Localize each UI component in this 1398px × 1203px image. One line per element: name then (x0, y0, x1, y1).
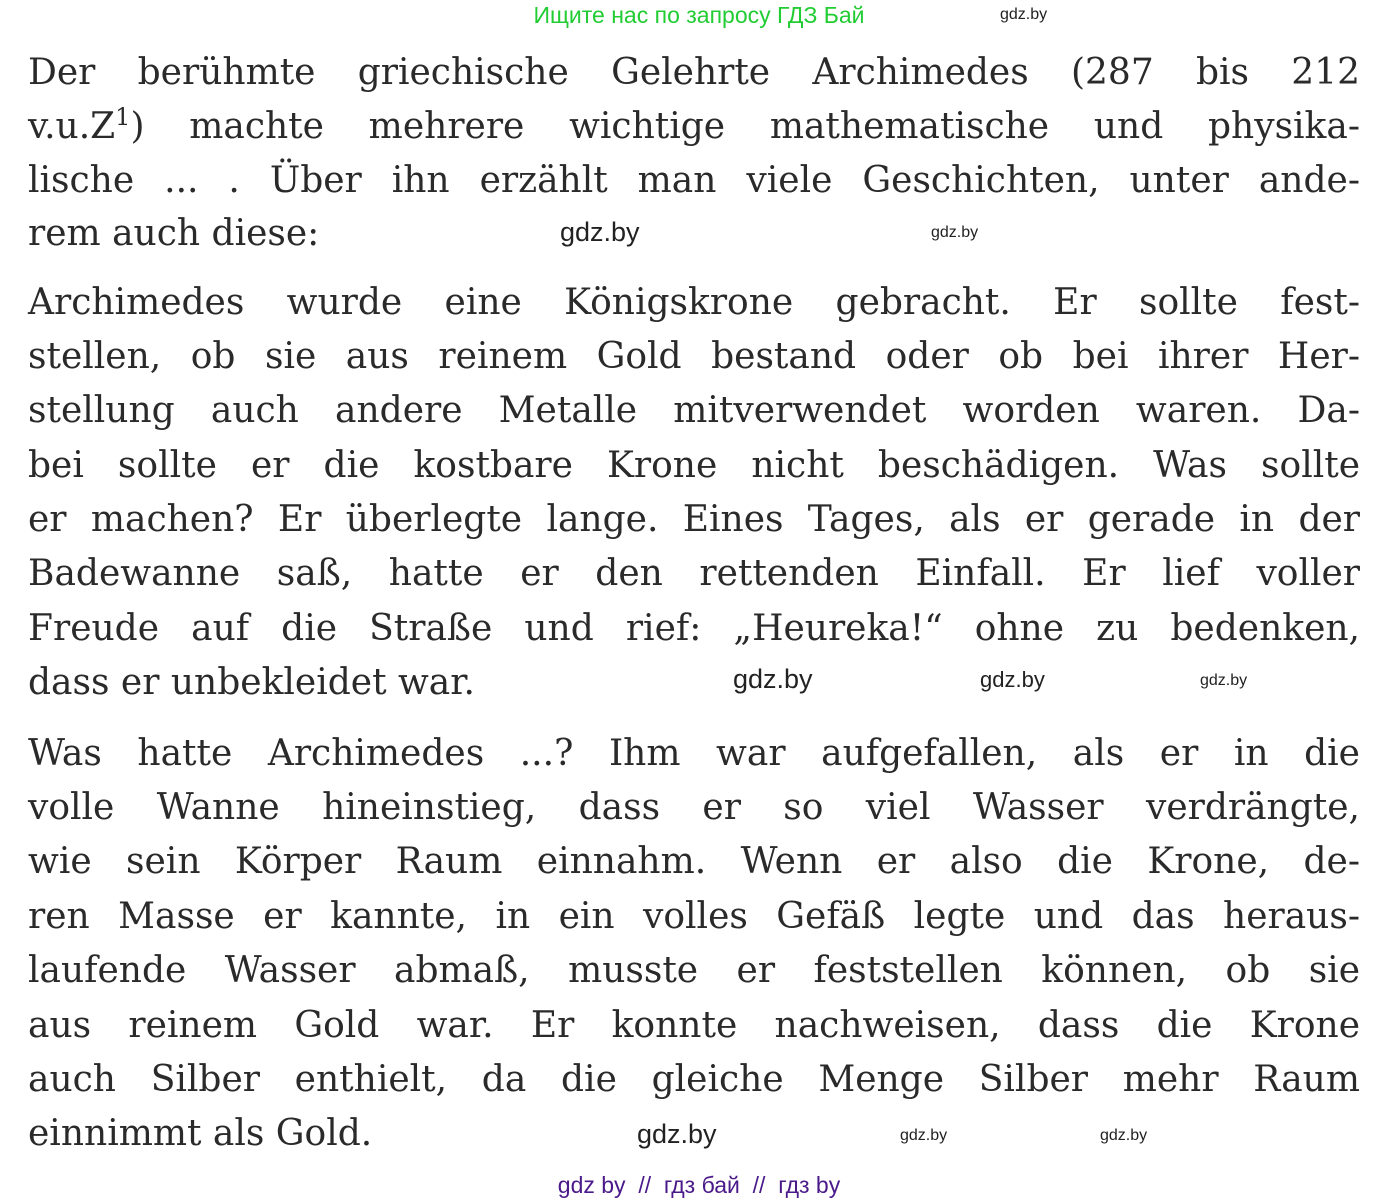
watermark: gdz.by (733, 664, 813, 694)
text-line: einnimmt als Gold. (28, 1113, 373, 1154)
watermark: gdz.by (931, 224, 979, 241)
text-line: $v.u.Z^1$) machte mehrere wichtige mathematische und physika- (28, 103, 1360, 147)
watermark: gdz.by (980, 667, 1045, 692)
text-line: Badewanne saß, hatte er den rettenden Einfall. Er lief voller (28, 553, 1360, 594)
watermark: gdz.by (1100, 1127, 1148, 1144)
watermark: gdz.by (1200, 672, 1248, 689)
text-line: Freude auf die Straße und rief: „Heureka!“ ohne zu bedenken, (28, 608, 1360, 649)
text-line: dass er unbekleidet war. (28, 662, 475, 703)
footer-banner: gdz by // гдз бай // гдз by (557, 1172, 841, 1198)
text-line: volle Wanne hineinstieg, dass er so viel Wasser verdrängte, (28, 787, 1360, 828)
text-line: stellung auch andere Metalle mitverwendet worden waren. Da- (28, 390, 1360, 431)
text-line: stellen, ob sie aus reinem Gold bestand oder ob bei ihrer Her- (28, 336, 1360, 377)
watermark: gdz.by (1000, 6, 1048, 23)
text-line: lische ... . Über ihn erzählt man viele Geschichten, unter ande- (28, 160, 1360, 201)
text-line: wie sein Körper Raum einnahm. Wenn er also die Krone, de- (28, 841, 1360, 882)
text-line: ren Masse er kannte, in ein volles Gefäß legte und das heraus- (28, 896, 1360, 937)
text-line: Archimedes wurde eine Königskrone gebracht. Er sollte fest- (28, 282, 1360, 323)
text-line: aus reinem Gold war. Er konnte nachweisen, dass die Krone (28, 1005, 1360, 1046)
text-line: Was hatte Archimedes ...? Ihm war aufgefallen, als er in die (28, 733, 1360, 774)
header-banner: Ищите нас по запросу ГДЗ Бай (533, 2, 865, 28)
text-line: rem auch diese: (28, 213, 320, 254)
watermark: gdz.by (900, 1127, 948, 1144)
footnote-marker: 1 (115, 103, 131, 131)
watermark: gdz.by (560, 217, 640, 247)
text-line: laufende Wasser abmaß, musste er feststellen können, ob sie (28, 950, 1360, 991)
text-line: bei sollte er die kostbare Krone nicht beschädigen. Was sollte (28, 445, 1360, 486)
text-line: auch Silber enthielt, da die gleiche Menge Silber mehr Raum (28, 1059, 1360, 1100)
text-line: er machen? Er überlegte lange. Eines Tages, als er gerade in der (28, 499, 1360, 540)
text-line: Der berühmte griechische Gelehrte Archimedes (287 bis 212 (28, 52, 1360, 93)
watermark: gdz.by (637, 1119, 717, 1149)
